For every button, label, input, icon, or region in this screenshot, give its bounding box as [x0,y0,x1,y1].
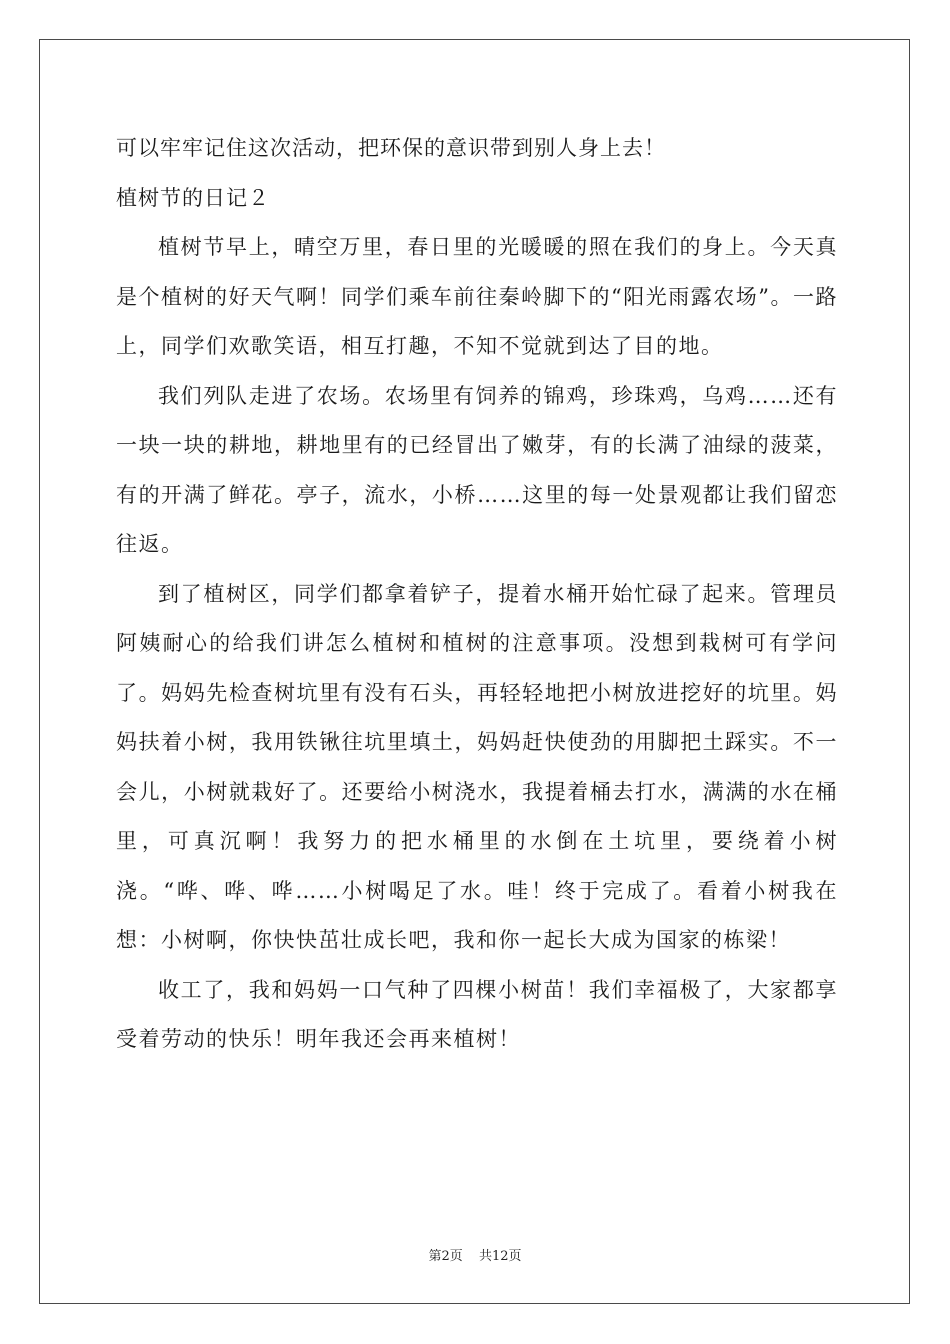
page-number: 第2页 [428,1249,463,1264]
paragraph-1: 植树节早上，晴空万里，春日里的光暖暖的照在我们的身上。今天真是个植树的好天气啊！同学们乘车前往秦岭脚下的“阳光雨露农场”。一路上，同学们欢歌笑语，相互打趣，不知不觉就到达了目的地。 [116,235,838,358]
document-body [116,124,838,1065]
page-footer [0,1245,950,1264]
total-pages: 共12页 [478,1249,522,1264]
paragraph-3: 到了植树区，同学们都拿着铲子，提着水桶开始忙碌了起来。管理员阿姨耐心的给我们讲怎么植树和植树的注意事项。没想到栽树可有学问了。妈妈先检查树坑里有没有石头，再轻轻地把小树放进挖好的坑里。妈妈扶着小树，我用铁锹往坑里填土，妈妈赶快使劲的用脚把土踩实。不一会儿，小树就栽好了。还要给小树浇水，我提着桶去打水，满满的水在桶里，可真沉啊！我努力的把水桶里的水倒在土坑里，要绕着小树浇。“哗、哗、哗……小树喝足了水。哇！终于完成了。看着小树我在想：小树啊，你快快茁壮成长吧，我和你一起长大成为国家的栋梁！ [116,581,838,952]
continuation-text: 可以牢牢记住这次活动，把环保的意识带到别人身上去！ [116,136,666,160]
paragraph-2: 我们列队走进了农场。农场里有饲养的锦鸡，珍珠鸡，乌鸡……还有一块一块的耕地，耕地里有的已经冒出了嫩芽，有的长满了油绿的菠菜，有的开满了鲜花。亭子，流水，小桥……这里的每一处景观都让我们留恋往返。 [116,383,838,556]
paragraph-4: 收工了，我和妈妈一口气种了四棵小树苗！我们幸福极了，大家都享受着劳动的快乐！明年我还会再来植树！ [116,977,838,1051]
section-heading: 植树节的日记２ [116,185,270,210]
